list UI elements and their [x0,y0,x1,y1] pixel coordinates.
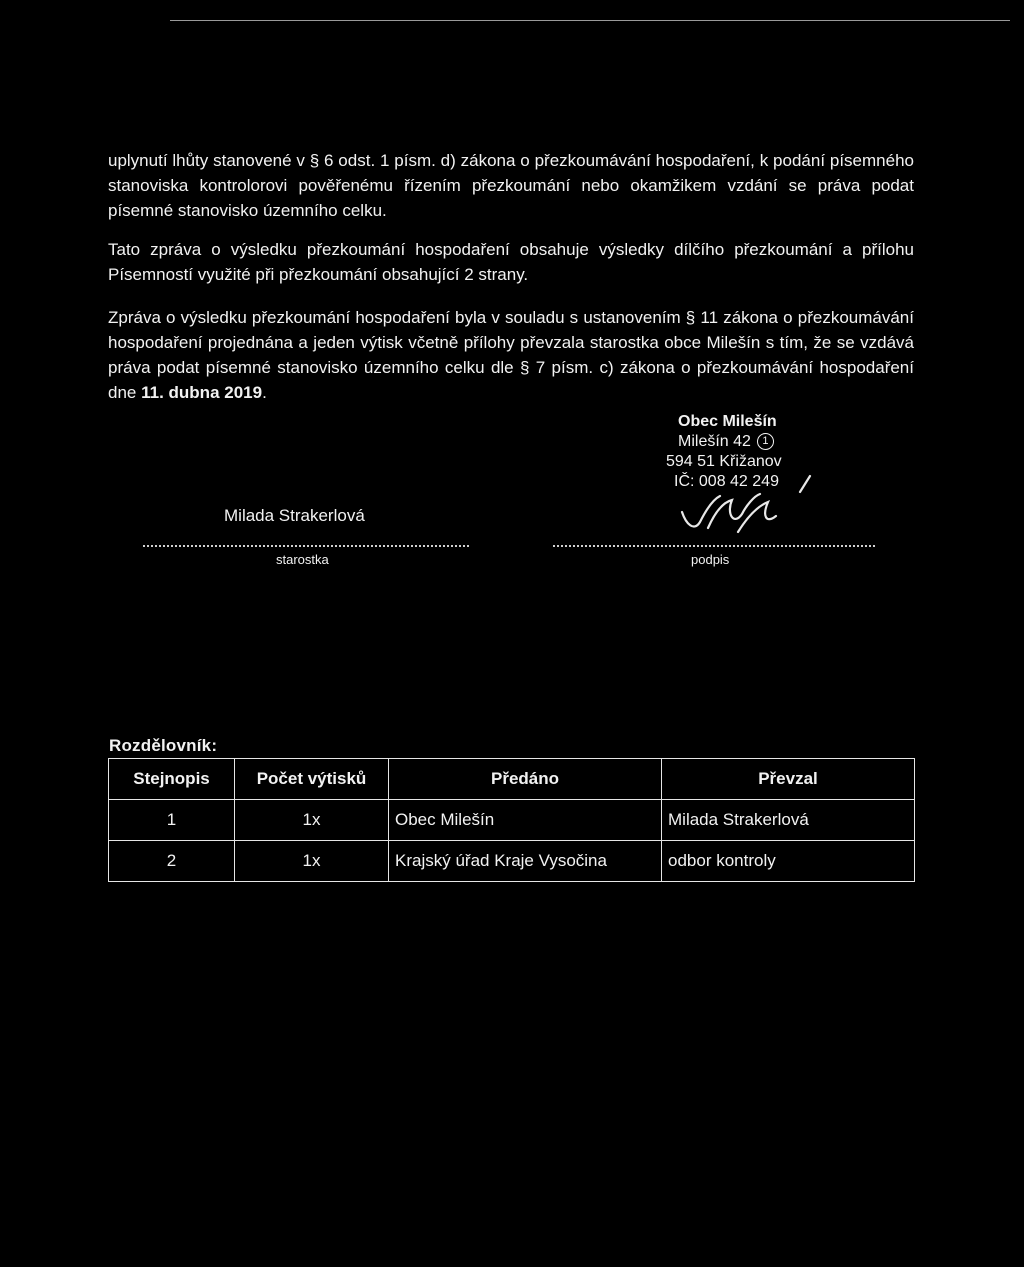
distribution-heading: Rozdělovník: [109,736,218,755]
paragraph-3-end: . [262,383,267,402]
table-cell: Krajský úřad Kraje Vysočina [389,841,662,882]
column-header: Stejnopis [109,759,235,800]
table-cell: 1x [235,800,389,841]
paragraph-3 [108,305,914,405]
handwritten-signature [672,466,822,546]
table-cell: 2 [109,841,235,882]
paragraph-1: uplynutí lhůty stanovené v § 6 odst. 1 písm. d) zákona o přezkoumávání hospodaření, k podání písemného stanoviska kontrolorovi pověřenému řízením přezkoumání nebo okamžikem vzdání se práva podat písemné stanovisko územního celku. [108,151,914,220]
table-row [109,800,915,841]
stamp-address: Milešín 42 [678,433,751,450]
role-label-signature: podpis [691,552,730,567]
table-cell: Milada Strakerlová [662,800,915,841]
stamp-name: Obec Milešín [678,413,777,430]
circled-number-icon: 1 [757,433,774,450]
stamp-id: IČ: 008 42 249 [674,473,779,490]
table-cell: Obec Milešín [389,800,662,841]
paragraph-3-text: Zpráva o výsledku přezkoumání hospodaření byla v souladu s ustanovením § 11 zákona o přezkoumávání hospodaření projednána a jeden výtisk včetně přílohy převzala starostka obce Milešín s tím, že se vzdává práva podat písemné stanovisko územního celku dle § 7 písm. c) zákona o přezkoumávání hospodaření dne [108,308,914,402]
column-header: Počet výtisků [235,759,389,800]
column-header: Předáno [389,759,662,800]
stamp-postal: 594 51 Křižanov [666,453,782,470]
signature-line-right [553,545,875,547]
table-header-row [109,759,915,800]
role-label-mayor: starostka [276,552,329,567]
signer-name: Milada Strakerlová [224,506,365,525]
stamp-address-row [660,432,830,452]
paragraph-3-date: 11. dubna 2019 [141,383,263,402]
table-cell: 1x [235,841,389,882]
column-header: Převzal [662,759,915,800]
table-cell: 1 [109,800,235,841]
table-row [109,841,915,882]
table-cell: odbor kontroly [662,841,915,882]
top-rule [170,20,1010,21]
distribution-table [108,758,915,882]
paragraph-2: Tato zpráva o výsledku přezkoumání hospodaření obsahuje výsledky dílčího přezkoumání a přílohu Písemností využité při přezkoumání obsahující 2 strany. [108,240,914,284]
signature-line-left [143,545,469,547]
